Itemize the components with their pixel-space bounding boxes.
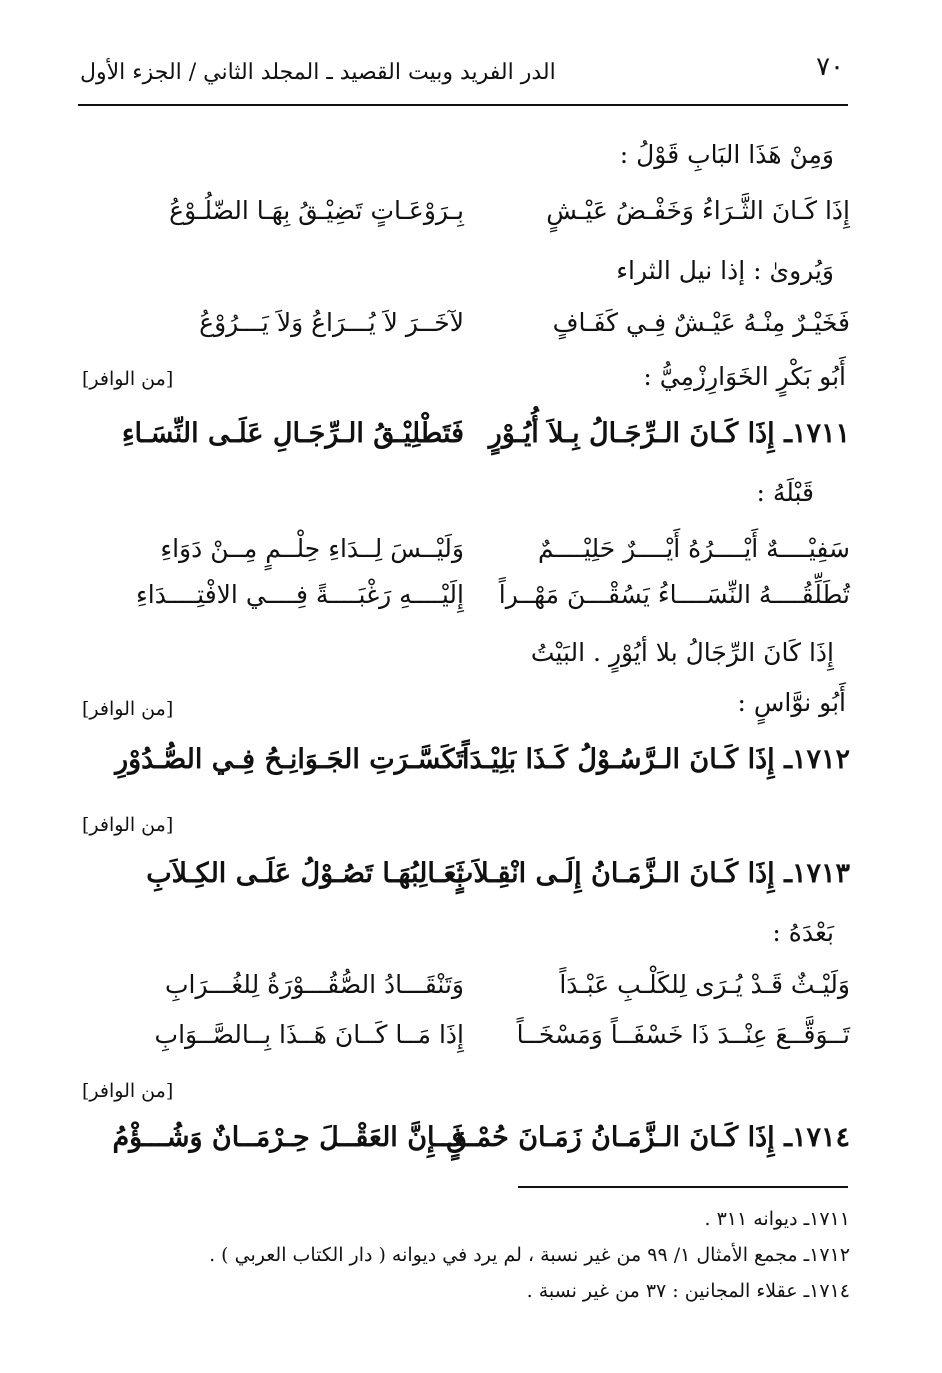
footnote: ١٧١٢ـ مجمع الأمثال ١/ ٩٩ من غير نسبة ، لم يرد في ديوانه ( دار الكتاب العربي ) .: [209, 1244, 850, 1266]
verse-hemistich-left: لآخَــرَ لاَ يُـــرَاعُ وَلاَ يَـــرُوْعُ: [199, 308, 464, 337]
verse-hemistich-left: وَلَيْــسَ لِــدَاءِ حِلْــمٍ مِــنْ دَوَاءِ: [160, 534, 464, 563]
verse-hemistich-left: إِلَيْــــهِ رَغْبَــــةً فِــــي الافْتِــــدَاءِ: [136, 580, 464, 609]
footnote-rule: [518, 1186, 848, 1188]
verse-1711-right: ١٧١١ـ إِذَا كَـانَ الـرِّجَـالُ بِـلاَ أُيُـوْرٍ: [488, 418, 850, 449]
verse-1714-right: ١٧١٤ـ إِذَا كَـانَ الـزَّمَـانُ زَمَـانَ حُمْـقٍ: [446, 1122, 850, 1153]
variant-note: وَيُروىٰ : إذا نيل الثراء: [616, 256, 834, 285]
footnote: ١٧١٤ـ عقلاء المجانين : ٣٧ من غير نسبة .: [526, 1280, 850, 1302]
poet-attribution: أَبُو نوَّاسٍ :: [737, 688, 846, 717]
verse-hemistich-right: إِذَا كَـانَ الثَّـرَاءُ وَخَفْـضُ عَيْـشٍ: [546, 196, 850, 225]
section-label-before: قَبْلَهُ :: [756, 478, 814, 507]
meter-label: [من الوافر]: [82, 368, 174, 390]
meter-label: [من الوافر]: [82, 698, 174, 720]
running-title: الدر الفريد وبيت القصيد ـ المجلد الثاني / الجزء الأول: [80, 60, 556, 85]
verse-hemistich-left: إِذَا مَــا كَــانَ هَــذَا بِــالصَّــوَابِ: [154, 1020, 464, 1049]
section-label-after: بَعْدَهُ :: [772, 918, 834, 947]
verse-1711-left: فَتَطْلِيْـقُ الـرِّجَـالِ عَلَـى النِّسَـاءِ: [121, 418, 464, 449]
verse-hemistich-right: سَفِيْــــهٌ أَيْــــرُهُ أَيْــــرٌ حَلِيْــــمٌ: [538, 534, 850, 563]
verse-hemistich-left: بِـرَوْعَـاتٍ تَضِيْـقُ بِهَـا الضّلُـوْعُ: [169, 196, 464, 225]
verse-hemistich-right: وَلَيْـثٌ قَـدْ يُـرَى لِلكَلْـبِ عَبْـدَاً: [559, 970, 850, 999]
verse-1714-left: فَــإِنَّ العَقْــلَ حِـرْمَــانٌ وَشُـــؤْمُ: [112, 1122, 464, 1153]
header-rule: [78, 104, 848, 106]
verse-1713-right: ١٧١٣ـ إِذَا كَـانَ الـزَّمَـانُ إِلَـى انْقِـلاَبٍ: [448, 858, 850, 889]
verse-hemistich-left: وَتَنْقَـــادُ الصُّقُـــوْرَةُ لِلغُـــرَابِ: [165, 970, 464, 999]
meter-label: [من الوافر]: [82, 814, 174, 836]
verse-hemistich-right: تَــوَقَّــعَ عِنْــدَ ذَا خَسْفَــاً وَمَسْخَــاً: [516, 1020, 850, 1049]
intro-text: وَمِنْ هَذَا البَابِ قَوْلُ :: [619, 140, 834, 169]
verse-1712-left: تَكَسَّـرَتِ الجَـوَانِـحُ فِـي الصُّـدُوْرِ: [115, 744, 464, 775]
poet-attribution: أَبُو بَكْرٍ الخَوَارِزْمِيُّ :: [643, 362, 846, 391]
page-number: ٧٠: [816, 52, 844, 82]
verse-1712-right: ١٧١٢ـ إِذَا كَـانَ الـرَّسُـوْلُ كَـذَا بَلِيْـدَاً: [461, 744, 850, 775]
meter-label: [من الوافر]: [82, 1080, 174, 1102]
verse-1713-left: ثَعَـالِبُهَـا تَصُـوْلُ عَلَـى الكِـلاَبِ: [146, 858, 464, 889]
reference-note: إِذَا كَانَ الرِّجَالُ بلا أيُوْرٍ . البَيْتُ: [530, 638, 834, 667]
verse-hemistich-right: فَخَيْـرٌ مِنْـهُ عَيْـشٌ فِـي كَفَـافٍ: [552, 308, 850, 337]
verse-hemistich-right: تُطَلِّقُــــهُ النِّسَــــاءُ يَسُقْـــنَ مَهْــراً: [498, 580, 850, 609]
footnote: ١٧١١ـ ديوانه ٣١١ .: [704, 1208, 850, 1230]
